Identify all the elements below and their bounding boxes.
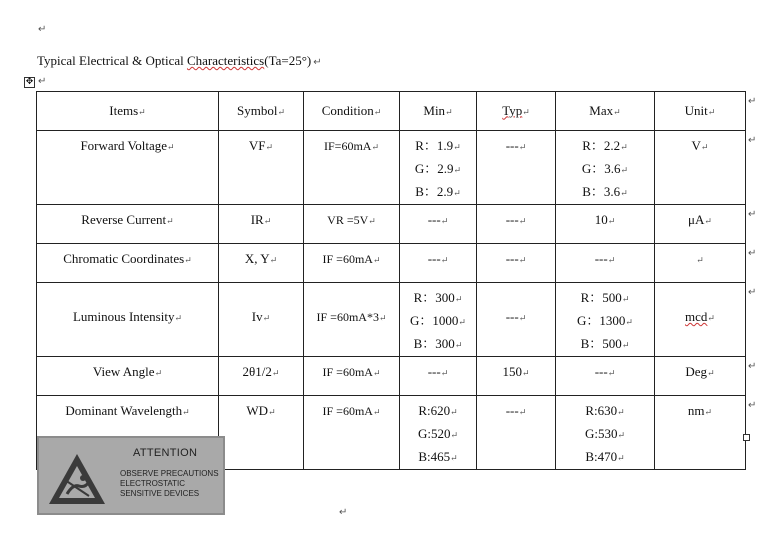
cell-value: 10 — [594, 212, 608, 227]
cell-typ: ---↵ — [477, 283, 556, 357]
row-end-mark: ↵ — [748, 399, 757, 411]
column-header: Symbol↵ — [219, 92, 304, 131]
cell-value: R:620 — [418, 403, 451, 418]
cell-value: --- — [427, 251, 441, 266]
column-header: Max↵ — [556, 92, 655, 131]
cell-condition: IF =60mA↵ — [304, 357, 400, 396]
cell-item: Dominant Wavelength↵ — [37, 396, 219, 470]
cell-value: --- — [594, 251, 608, 266]
cell-unit: ↵ — [655, 244, 746, 283]
cell-min: R:620↵ G:520↵ B:465↵ — [400, 396, 477, 470]
cell-value: --- — [505, 212, 519, 227]
cell-value: IF =60mA — [322, 252, 373, 266]
row-end-mark: ↵ — [748, 134, 757, 146]
cell-value: G：1000 — [410, 313, 459, 328]
cell-typ: 150↵ — [477, 357, 556, 396]
esd-warning-triangle-icon — [45, 450, 109, 508]
cell-typ: ---↵ — [477, 205, 556, 244]
cell-value: R：1.9 — [415, 138, 454, 153]
cell-item: View Angle↵ — [37, 357, 219, 396]
cell-item: Chromatic Coordinates↵ — [37, 244, 219, 283]
row-end-mark: ↵ — [748, 286, 757, 298]
cell-max: R:630↵ G:530↵ B:470↵ — [556, 396, 655, 470]
cell-condition: IF =60mA*3↵ — [304, 283, 400, 357]
cell-value: Reverse Current — [81, 212, 167, 227]
paragraph-mark: ↵ — [339, 507, 348, 518]
table-move-handle-icon[interactable]: ✥ — [25, 77, 34, 87]
cell-typ: ---↵ — [477, 396, 556, 470]
cell-condition: IF =60mA↵ — [304, 244, 400, 283]
column-header-label: Condition — [321, 102, 374, 118]
cell-value: --- — [505, 309, 519, 324]
title-spellcheck-word: Characteristics — [186, 53, 265, 68]
cell-value: WD — [246, 403, 269, 418]
document-title — [37, 53, 322, 69]
cell-symbol: IR↵ — [219, 205, 304, 244]
cell-value: --- — [427, 364, 441, 379]
cell-value: mcd — [685, 309, 708, 324]
cell-value: R:630 — [585, 403, 618, 418]
cell-value: 2θ1/2 — [242, 364, 272, 379]
row-end-mark: ↵ — [748, 208, 757, 220]
cell-min: ---↵ — [400, 244, 477, 283]
cell-value: V — [691, 138, 701, 153]
column-header-label: Unit — [684, 102, 708, 118]
column-header-label: Symbol — [236, 102, 278, 118]
cell-condition: IF=60mA↵ — [304, 131, 400, 205]
cell-symbol: Iv↵ — [219, 283, 304, 357]
cell-symbol: VF↵ — [219, 131, 304, 205]
cell-typ: ---↵ — [477, 244, 556, 283]
column-header: Unit↵ — [655, 92, 746, 131]
cell-value: G:520 — [417, 426, 451, 441]
cell-unit: μA↵ — [655, 205, 746, 244]
cell-typ: ---↵ — [477, 131, 556, 205]
table-row — [37, 244, 746, 283]
cell-item: Forward Voltage↵ — [37, 131, 219, 205]
column-header-label: Max — [589, 102, 614, 118]
column-header: Items↵ — [37, 92, 219, 131]
cell-value: B：3.6 — [582, 184, 621, 199]
cell-unit: mcd↵ — [655, 283, 746, 357]
cell-max: R：500↵ G：1300↵ B：500↵ — [556, 283, 655, 357]
cell-unit: nm↵ — [655, 396, 746, 470]
attention-line: SENSITIVE DEVICES — [120, 489, 200, 498]
table-row — [37, 205, 746, 244]
cell-max: R：2.2↵ G：3.6↵ B：3.6↵ — [556, 131, 655, 205]
cell-condition: VR =5V↵ — [304, 205, 400, 244]
attention-title: ATTENTION — [133, 447, 198, 459]
cell-value: R：2.2 — [582, 138, 621, 153]
table-resize-handle[interactable] — [743, 434, 750, 441]
cell-value: Iv — [251, 309, 263, 324]
cell-value: --- — [505, 138, 519, 153]
cell-min: R：1.9↵ G：2.9↵ B：2.9↵ — [400, 131, 477, 205]
cell-value: --- — [505, 403, 519, 418]
column-header-label: Items — [109, 102, 139, 118]
column-header: Min↵ — [400, 92, 477, 131]
cell-symbol: X, Y↵ — [219, 244, 304, 283]
cell-value: IF=60mA — [324, 139, 372, 153]
table-row — [37, 131, 746, 205]
cell-value: Forward Voltage — [80, 138, 167, 153]
column-header: Condition↵ — [304, 92, 400, 131]
column-header: Typ↵ — [477, 92, 556, 131]
cell-value: Luminous Intensity — [72, 309, 175, 324]
table-body — [37, 131, 746, 470]
title-suffix: (Ta=25°) — [264, 53, 312, 68]
paragraph-mark: ↵ — [38, 24, 47, 35]
attention-text — [120, 469, 219, 499]
cell-value: nm — [687, 403, 705, 418]
cell-value: IR — [250, 212, 264, 227]
characteristics-table — [36, 91, 746, 470]
cell-value: IF =60mA — [322, 365, 373, 379]
cell-item: Luminous Intensity↵ — [37, 283, 219, 357]
cell-value: R：300 — [413, 290, 455, 305]
row-end-mark: ↵ — [748, 247, 757, 259]
table-row — [37, 283, 746, 357]
cell-min: ---↵ — [400, 205, 477, 244]
cell-max: 10↵ — [556, 205, 655, 244]
cell-value: R：500 — [580, 290, 622, 305]
cell-value: --- — [427, 212, 441, 227]
cell-value: IF =60mA — [322, 404, 373, 418]
cell-value: Chromatic Coordinates — [63, 251, 185, 266]
cell-value: --- — [594, 364, 608, 379]
cell-value: G：2.9 — [414, 161, 454, 176]
cell-max: ---↵ — [556, 357, 655, 396]
row-end-mark: ↵ — [748, 360, 757, 372]
cell-value: Dominant Wavelength — [65, 403, 183, 418]
cell-value: VF — [248, 138, 266, 153]
attention-line: OBSERVE PRECAUTIONS — [120, 469, 219, 478]
cell-condition: IF =60mA↵ — [304, 396, 400, 470]
cell-value: VR =5V — [327, 213, 369, 227]
column-header-label: Typ — [502, 102, 523, 118]
column-header-label: Min — [423, 102, 446, 118]
table-header-row — [37, 92, 746, 131]
cell-value: B：300 — [413, 336, 455, 351]
attention-line: ELECTROSTATIC — [120, 479, 186, 488]
cell-symbol: 2θ1/2↵ — [219, 357, 304, 396]
paragraph-mark: ↵ — [313, 57, 322, 68]
cell-value: 150 — [502, 364, 522, 379]
cell-unit: Deg↵ — [655, 357, 746, 396]
cell-value: --- — [505, 251, 519, 266]
cell-value: B：2.9 — [415, 184, 454, 199]
cell-min: ---↵ — [400, 357, 477, 396]
esd-attention-label — [37, 436, 225, 515]
cell-min: R：300↵ G：1000↵ B：300↵ — [400, 283, 477, 357]
table-row — [37, 357, 746, 396]
cell-value: G:530 — [584, 426, 618, 441]
cell-value: IF =60mA*3 — [316, 310, 379, 324]
cell-item: Reverse Current↵ — [37, 205, 219, 244]
cell-value: μA — [688, 212, 705, 227]
cell-value: X, Y — [244, 251, 270, 266]
title-prefix: Typical Electrical & Optical — [37, 53, 187, 68]
cell-symbol: WD↵ — [219, 396, 304, 470]
paragraph-mark: ↵ — [38, 76, 47, 87]
cell-unit: V↵ — [655, 131, 746, 205]
cell-value: Deg — [685, 364, 708, 379]
cell-value: B:465 — [418, 449, 451, 464]
cell-value: G：1300 — [577, 313, 626, 328]
row-end-mark: ↵ — [748, 95, 757, 107]
cell-value: B：500 — [580, 336, 622, 351]
cell-value: View Angle — [92, 364, 155, 379]
cell-max: ---↵ — [556, 244, 655, 283]
cell-value: G：3.6 — [581, 161, 621, 176]
cell-value: B:470 — [585, 449, 618, 464]
